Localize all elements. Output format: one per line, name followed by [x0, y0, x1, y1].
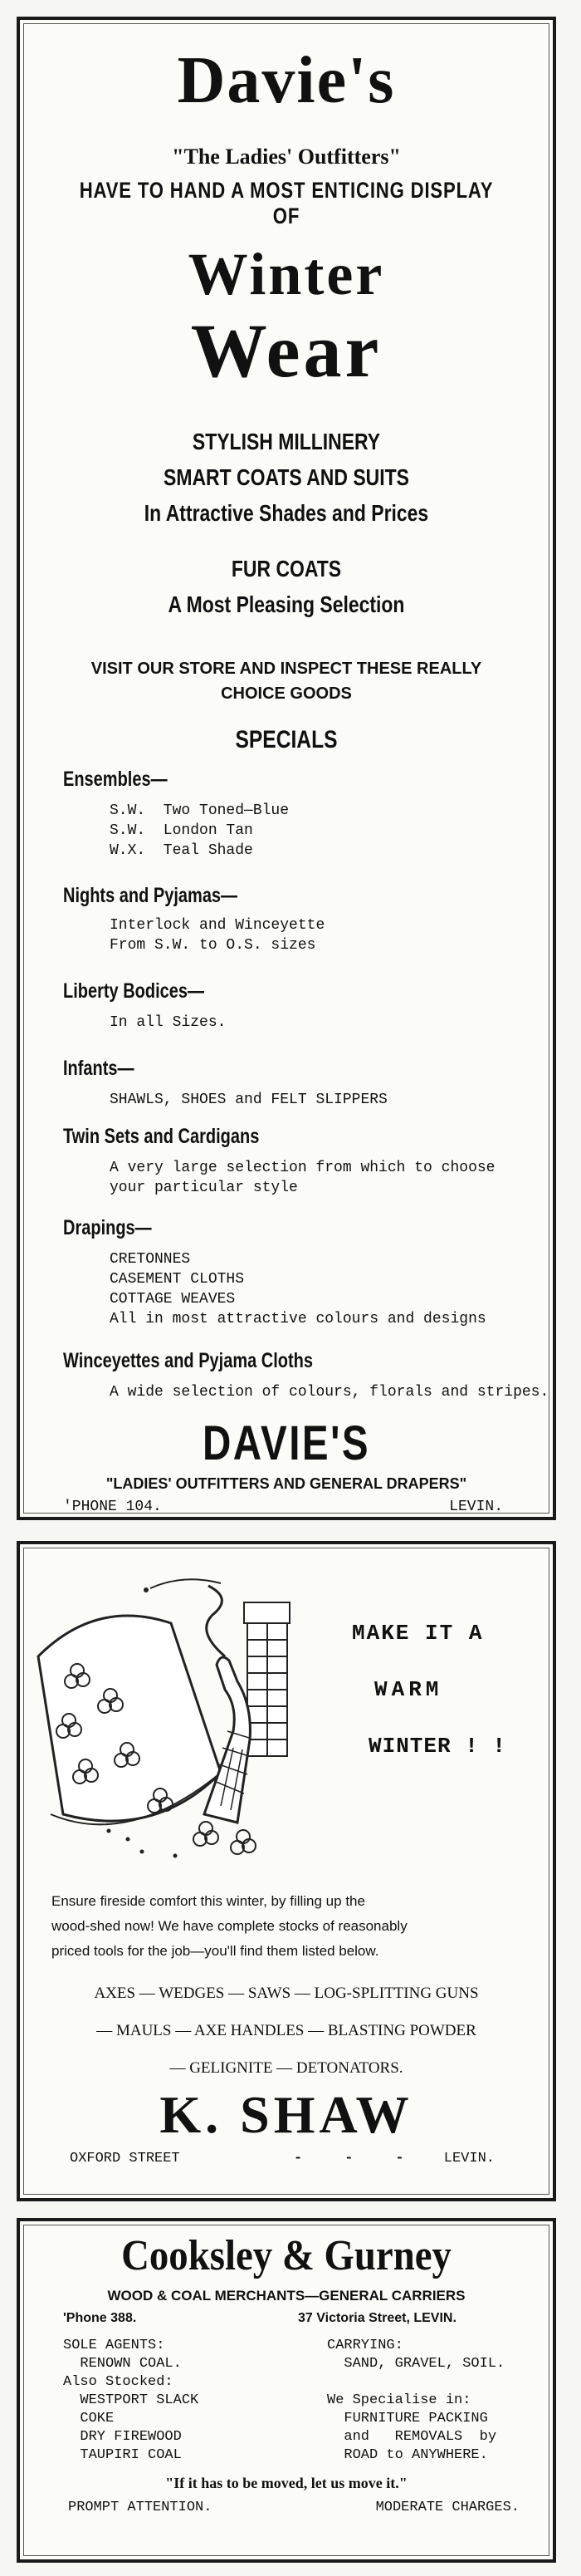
section-line: A wide selection of colours, florals and stripes. — [110, 1384, 549, 1401]
shaw-body-line: Ensure fireside comfort this winter, by filling up the — [51, 1893, 365, 1909]
davies-title: Davie's — [177, 44, 396, 117]
davies-visit-line1: VISIT OUR STORE AND INSPECT THESE REALLY — [90, 660, 482, 678]
cooksley-left-line: Also Stocked: — [63, 2374, 173, 2390]
cooksley-right-line: We Specialise in: — [327, 2392, 471, 2408]
section-title-winceyettes: Winceyettes and Pyjama Cloths — [63, 1349, 314, 1372]
section-line: All in most attractive colours and designs — [110, 1311, 486, 1327]
section-line: your particular style — [110, 1180, 298, 1196]
cooksley-right-line: ROAD to ANYWHERE. — [327, 2447, 488, 2463]
section-title-drapings: Drapings— — [63, 1216, 152, 1239]
section-title-twin-sets: Twin Sets and Cardigans — [63, 1125, 260, 1148]
shaw-town: LEVIN. — [443, 2151, 495, 2166]
section-title-liberty: Liberty Bodices— — [63, 979, 205, 1003]
shaw-name: K. SHAW — [159, 2085, 413, 2144]
shaw-tools-line: — MAULS — AXE HANDLES — BLASTING POWDER — [96, 2022, 476, 2039]
cooksley-phone: 'Phone 388. — [63, 2311, 137, 2325]
shaw-slogan-line2: WARM — [374, 1677, 443, 1702]
cooksley-name: Cooksley & Gurney — [121, 2232, 452, 2279]
davies-advertisement — [17, 17, 556, 1520]
davies-town: LEVIN. — [449, 1499, 503, 1515]
shaw-slogan-line1: MAKE IT A — [352, 1621, 484, 1646]
davies-tagline: "The Ladies' Outfitters" — [172, 145, 401, 169]
shaw-body-line: wood-shed now! We have complete stocks of reasonably — [51, 1918, 408, 1934]
section-line: W.X. Teal Shade — [110, 842, 253, 859]
cooksley-address: 37 Victoria Street, LEVIN. — [298, 2311, 456, 2325]
davies-footer-tagline: "LADIES' OUTFITTERS AND GENERAL DRAPERS" — [105, 1475, 467, 1492]
cooksley-left-line: RENOWN COAL. — [63, 2356, 182, 2372]
davies-line-millinery: STYLISH MILLINERY — [192, 429, 381, 454]
cooksley-right-line: FURNITURE PACKING — [327, 2411, 488, 2426]
section-line: From S.W. to O.S. sizes — [110, 937, 316, 954]
cooksley-right-line: SAND, GRAVEL, SOIL. — [327, 2356, 505, 2372]
section-line: CRETONNES — [110, 1251, 191, 1268]
section-line: A very large selection from which to choose — [110, 1160, 496, 1176]
section-title-nights: Nights and Pyjamas— — [63, 884, 238, 907]
section-title-infants: Infants— — [63, 1057, 134, 1080]
fireside-illustration — [30, 1565, 304, 1877]
davies-phone: 'PHONE 104. — [63, 1499, 162, 1515]
cooksley-left-line: DRY FIREWOOD — [63, 2429, 182, 2445]
section-line: In all Sizes. — [110, 1014, 227, 1031]
section-line: Interlock and Winceyette — [110, 917, 325, 934]
cooksley-left-line: WESTPORT SLACK — [63, 2392, 199, 2408]
davies-line-selection: A Most Pleasing Selection — [168, 591, 405, 617]
cooksley-gurney-advertisement — [17, 2218, 556, 2563]
shaw-advertisement — [17, 1541, 556, 2201]
cooksley-left-line: TAUPIRI COAL — [63, 2447, 182, 2463]
section-line: CASEMENT CLOTHS — [110, 1271, 245, 1288]
shaw-street: OXFORD STREET — [70, 2151, 180, 2166]
davies-specials-heading: SPECIALS — [235, 726, 338, 753]
section-line: SHAWLS, SHOES and FELT SLIPPERS — [110, 1092, 388, 1108]
cooksley-prompt: PROMPT ATTENTION. — [68, 2500, 212, 2515]
shaw-slogan-line3: WINTER ! ! — [369, 1734, 507, 1759]
cooksley-left-line: SOLE AGENTS: — [63, 2338, 165, 2353]
shaw-tools-line: — GELIGNITE — DETONATORS. — [169, 2059, 403, 2077]
davies-visit-line2: CHOICE GOODS — [221, 684, 352, 703]
cooksley-left-line: COKE — [63, 2411, 115, 2426]
cooksley-right-line: and REMOVALS by — [327, 2429, 497, 2445]
davies-headline-winter: Winter — [188, 241, 385, 307]
fireside-illustration-svg — [30, 1565, 304, 1877]
cooksley-moderate: MODERATE CHARGES. — [375, 2500, 520, 2515]
section-line: S.W. Two Toned—Blue — [110, 802, 290, 819]
section-line: COTTAGE WEAVES — [110, 1291, 236, 1308]
section-line: S.W. London Tan — [110, 822, 253, 839]
davies-line-coats: SMART COATS AND SUITS — [164, 464, 409, 490]
section-title-ensembles: Ensembles— — [63, 768, 168, 791]
davies-footer-name: DAVIE'S — [202, 1416, 371, 1470]
davies-line-fur: FUR COATS — [231, 556, 342, 581]
shaw-body-line: priced tools for the job—you'll find them listed below. — [51, 1943, 379, 1959]
shaw-dashes: - - - — [294, 2151, 404, 2166]
cooksley-right-line: CARRYING: — [327, 2338, 403, 2353]
cooksley-subtitle: WOOD & COAL MERCHANTS—GENERAL CARRIERS — [107, 2288, 466, 2304]
cooksley-motto: "If it has to be moved, let us move it." — [165, 2475, 408, 2491]
davies-line-shades: In Attractive Shades and Prices — [144, 500, 429, 526]
davies-headline-wear: Wear — [190, 308, 383, 393]
davies-intro: HAVE TO HAND A MOST ENTICING DISPLAY OF — [79, 178, 494, 228]
shaw-tools-line: AXES — WEDGES — SAWS — LOG-SPLITTING GUNS — [94, 1985, 479, 2002]
